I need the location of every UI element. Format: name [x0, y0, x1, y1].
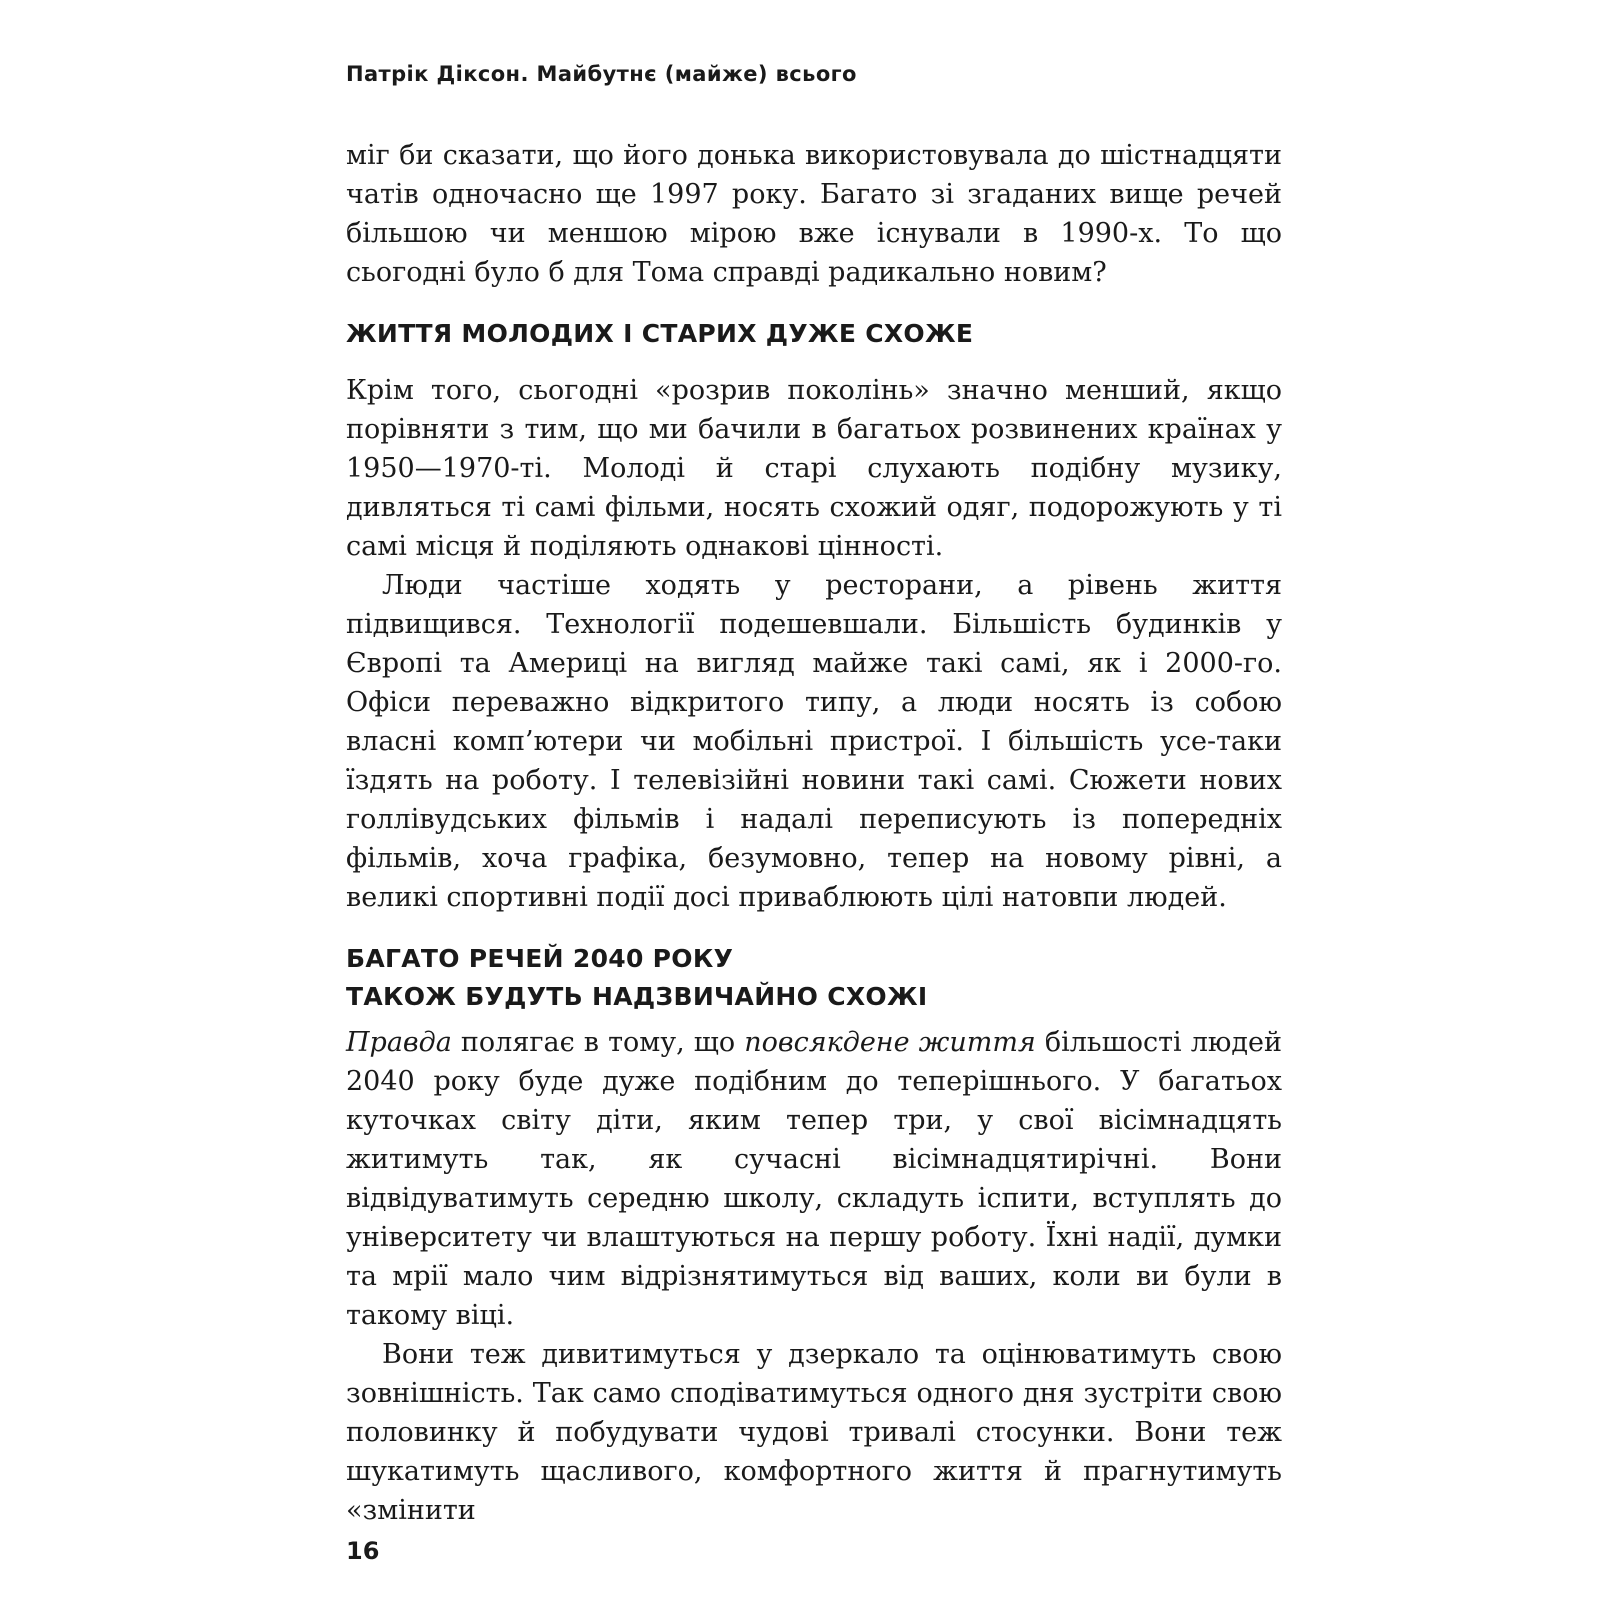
paragraph-continued [346, 136, 1282, 292]
paragraph-text: Крім того, сьогодні «розрив поколінь» значно менший, якщо порівняти з тим, що ми бачили в багатьох розвинених країнах у 1950—1970-ті. Молоді й старі слухають подібну музику, дивляться ті самі фільми, носять схожий одяг, подорожують у ті самі місця й поділяють однакові цінності. [346, 375, 1282, 562]
italic-phrase: Правда [346, 1027, 452, 1058]
paragraph-text: Люди частіше ходять у ресторани, а рівень життя підвищився. Технології подешевшали. Більшість будинків у Європі та Америці на вигляд майже такі самі, як і 2000-го. Офіси переважно відкритого типу, а люди носять із собою власні комп’ютери чи мобільні пристрої. І більшість усе-таки їздять на роботу. І телевізійні новини такі самі. Сюжети нових голлівудських фільмів і надалі переписують із попередніх фільмів, хоча графіка, безумовно, тепер на новому рівні, а великі спортивні події досі приваблюють цілі натовпи людей. [346, 570, 1282, 913]
section-1-body [346, 371, 1282, 917]
paragraph-text: міг би сказати, що його донька використовувала до шістнадцяти чатів одночасно ще 1997 року. Багато зі згаданих вище речей більшою чи меншою мірою вже існували в 1990-х. То що сьогодні було б для Тома справді радикально новим? [346, 140, 1282, 288]
section-2-body [346, 1023, 1282, 1530]
section-heading-1: ЖИТТЯ МОЛОДИХ І СТАРИХ ДУЖЕ СХОЖЕ [346, 319, 974, 348]
italic-phrase: повсякдене життя [744, 1027, 1036, 1058]
paragraph-fragment: більшості людей 2040 року буде дуже подібним до теперішнього. У багатьох куточках світу діти, яким тепер три, у свої вісімнадцять житимуть так, як сучасні вісімнадцятирічні. Вони відвідуватимуть середню школу, складуть іспити, вступлять до університету чи влаштуються на першу роботу. Їхні надії, думки та мрії мало чим відрізнятимуться від ваших, коли ви були в такому віці. [346, 1027, 1282, 1331]
section-heading-2 [346, 940, 928, 1016]
running-head: Патрік Діксон. Майбутнє (майже) всього [346, 62, 857, 86]
paragraph-text: Вони теж дивитимуться у дзеркало та оцінюватимуть свою зовнішність. Так само сподіватимуться одного дня зустріти свою половинку й побудувати чудові тривалі стосунки. Вони теж шукатимуть щасливого, комфортного життя й прагнутимуть «змінити [346, 1339, 1282, 1526]
paragraph-fragment: полягає в тому, що [451, 1027, 745, 1058]
paragraph-text [346, 1023, 1282, 1335]
heading-line: ТАКОЖ БУДУТЬ НАДЗВИЧАЙНО СХОЖІ [346, 982, 928, 1011]
heading-line: БАГАТО РЕЧЕЙ 2040 РОКУ [346, 944, 734, 973]
page-number: 16 [346, 1537, 380, 1565]
